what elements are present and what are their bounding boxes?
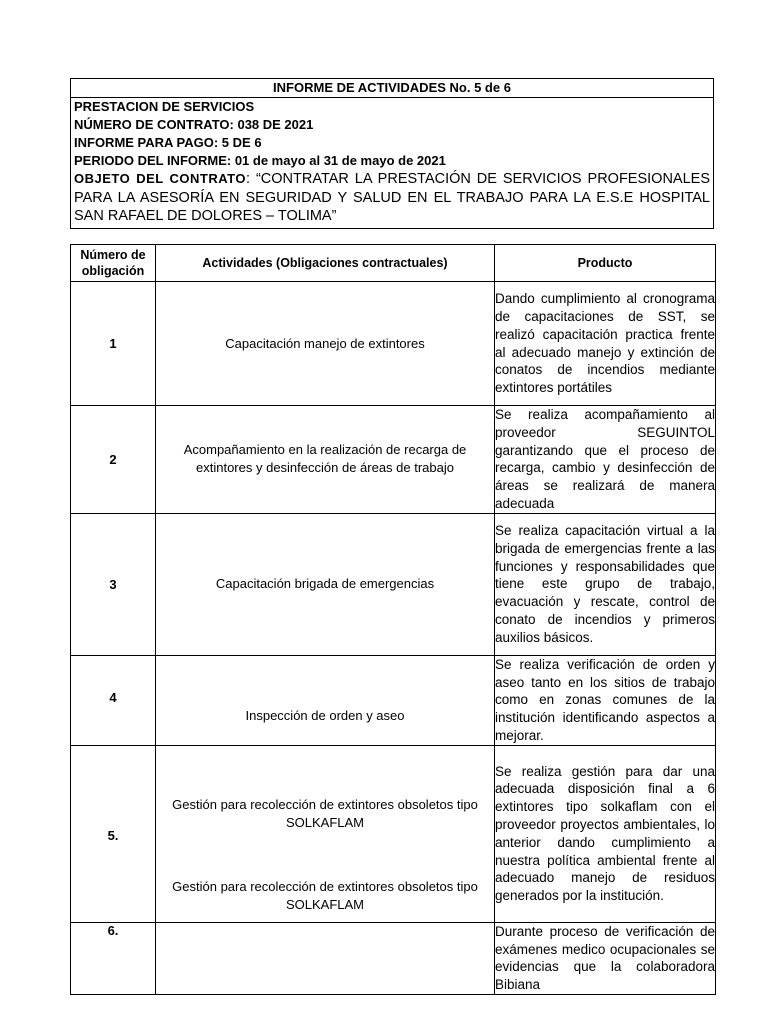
report-period: PERIODO DEL INFORME: 01 de mayo al 31 de mayo de 2021 xyxy=(74,153,446,168)
activity-text: Gestión para recolección de extintores obsoletos tipo SOLKAFLAM xyxy=(172,796,478,830)
activities-table xyxy=(70,244,716,995)
product-cell: Se realiza verificación de orden y aseo tanto en los sitios de trabajo como en zonas comunes de la institución identificando aspectos a mejorar. xyxy=(495,655,716,745)
header-obligation-number: Número de obligación xyxy=(71,245,156,282)
header-activities: Actividades (Obligaciones contractuales) xyxy=(156,245,495,282)
activity-cell xyxy=(156,745,495,922)
obligation-number: 2 xyxy=(71,406,156,514)
contract-object-text: : “CONTRATAR LA PRESTACIÓN DE SERVICIOS PROFESIONALES PARA LA ASESORÍA EN SEGURIDAD Y SALUD EN EL TRABAJO PARA LA E.S.E HOSPITAL SAN RAFAEL DE DOLORES – TOLIMA” xyxy=(74,171,711,224)
activity-cell: Capacitación brigada de emergencias xyxy=(156,513,495,655)
payment-report: INFORME PARA PAGO: 5 DE 6 xyxy=(74,135,262,150)
report-header xyxy=(70,78,714,229)
contract-number: NÚMERO DE CONTRATO: 038 DE 2021 xyxy=(74,117,314,132)
service-type: PRESTACION DE SERVICIOS xyxy=(74,99,255,114)
obligation-number: 1 xyxy=(71,282,156,406)
product-cell: Dando cumplimiento al cronograma de capacitaciones de SST, se realizó capacitación practica frente al adecuado manejo y extinción de conatos de incendios mediante extintores portátiles xyxy=(495,282,716,406)
product-cell: Se realiza acompañamiento al proveedor SEGUINTOL garantizando que el proceso de recarga, cambio y desinfección de áreas se realizará de manera adecuada xyxy=(495,406,716,514)
obligation-number: 6. xyxy=(71,922,156,994)
activity-cell: Inspección de orden y aseo xyxy=(156,655,495,745)
obligation-number: 5. xyxy=(71,745,156,922)
report-title: INFORME DE ACTIVIDADES No. 5 de 6 xyxy=(71,79,713,98)
product-cell: Se realiza gestión para dar una adecuada disposición final a 6 extintores tipo solkaflam con el proveedor proyectos ambientales, lo anterior dando cumplimiento a nuestra política ambiental frente al adecuado manejo de residuos generados por la institución. xyxy=(495,745,716,922)
table-row xyxy=(71,282,716,406)
product-cell: Durante proceso de verificación de exámenes medico ocupacionales se evidencias que la colaboradora Bibiana xyxy=(495,922,716,994)
table-row xyxy=(71,513,716,655)
activity-text-repeat: Gestión para recolección de extintores obsoletos tipo SOLKAFLAM xyxy=(172,878,478,912)
table-row xyxy=(71,922,716,994)
obligation-number: 3 xyxy=(71,513,156,655)
table-row xyxy=(71,745,716,922)
table-header-row xyxy=(71,245,716,282)
obligation-number: 4 xyxy=(71,655,156,745)
table-row xyxy=(71,655,716,745)
contract-object xyxy=(74,170,710,226)
table-row xyxy=(71,406,716,514)
activity-spacer xyxy=(156,832,494,878)
product-cell: Se realiza capacitación virtual a la brigada de emergencias frente a las funciones y responsabilidades que tiene este grupo de trabajo, evacuación y rescate, control de conato de incendios y primeros auxilios básicos. xyxy=(495,513,716,655)
activity-cell: Acompañamiento en la realización de recarga de extintores y desinfección de áreas de trabajo xyxy=(156,406,495,514)
header-body xyxy=(71,98,713,228)
activity-cell xyxy=(156,922,495,994)
activity-cell: Capacitación manejo de extintores xyxy=(156,282,495,406)
header-product: Producto xyxy=(495,245,716,282)
contract-object-label: OBJETO DEL CONTRATO xyxy=(74,171,246,186)
